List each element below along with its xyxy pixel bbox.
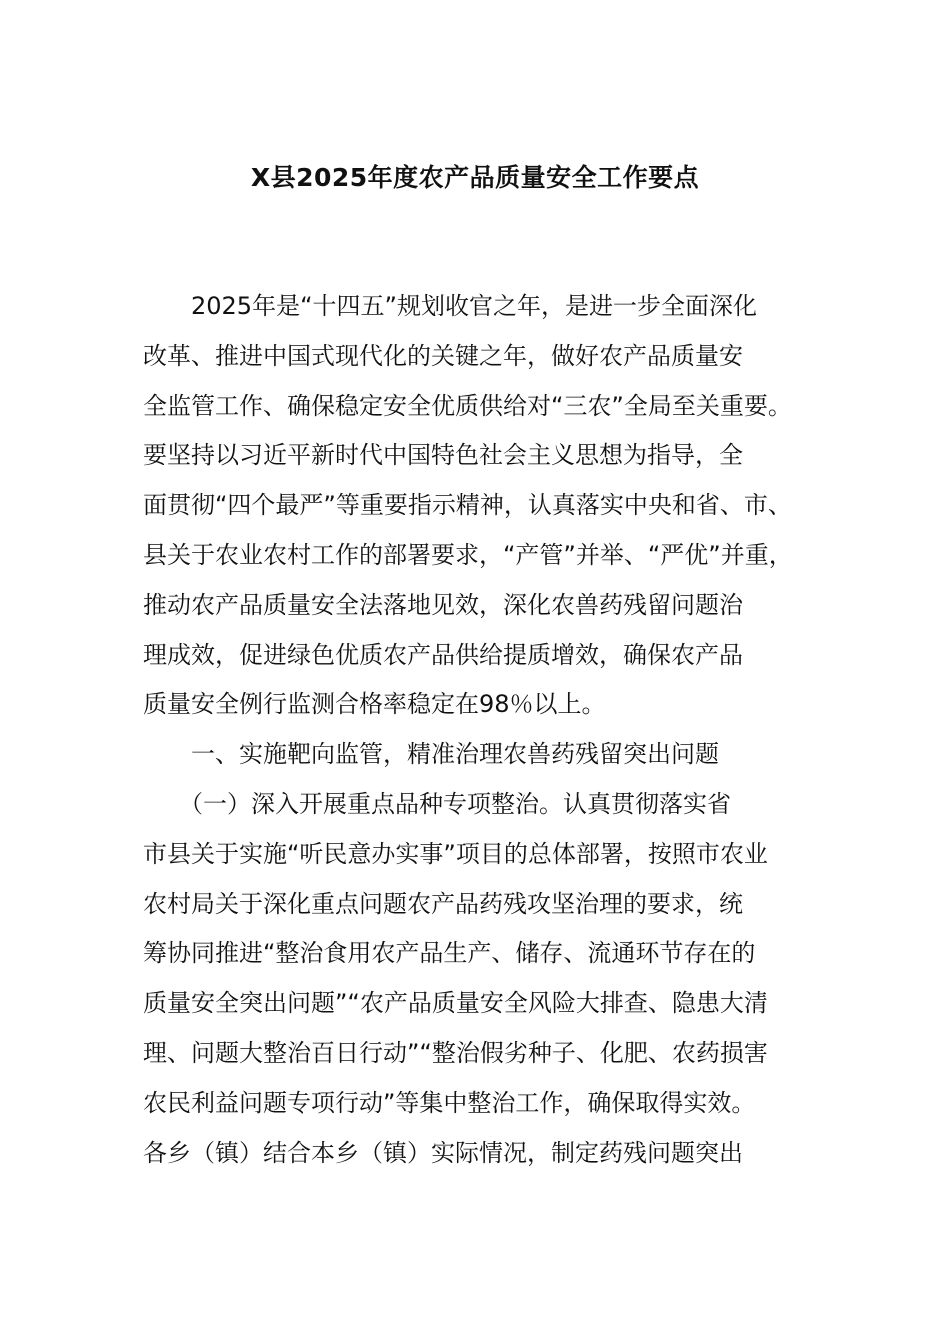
- body-line: 2025年是“十四五”规划收官之年，是进一步全面深化: [143, 292, 757, 320]
- body-line: 农村局关于深化重点问题农产品药残攻坚治理的要求，统: [143, 889, 743, 918]
- document-title: X县2025年度农产品质量安全工作要点: [250, 163, 700, 192]
- document-body: [143, 282, 823, 1178]
- body-line: 质量安全突出问题”“农产品质量安全风险大排查、隐患大清: [143, 989, 768, 1018]
- body-line: 理成效，促进绿色优质农产品供给提质增效，确保农产品: [143, 640, 743, 669]
- body-line: 各乡（镇）结合本乡（镇）实际情况，制定药残问题突出: [143, 1138, 743, 1167]
- body-line: 全监管工作、确保稳定安全优质供给对“三农”全局至关重要。: [143, 391, 792, 420]
- body-line: 面贯彻“四个最严”等重要指示精神，认真落实中央和省、市、: [143, 491, 792, 520]
- body-line: 改革、推进中国式现代化的关键之年，做好农产品质量安: [143, 341, 743, 370]
- body-line: 市县关于实施“听民意办实事”项目的总体部署，按照市农业: [143, 839, 768, 868]
- body-line: 要坚持以习近平新时代中国特色社会主义思想为指导，全: [143, 441, 743, 470]
- section-heading: 一、实施靶向监管，精准治理农兽药残留突出问题: [143, 740, 719, 769]
- body-line: 质量安全例行监测合格率稳定在98％以上。: [143, 690, 606, 719]
- body-line: 推动农产品质量安全法落地见效，深化农兽药残留问题治: [143, 590, 743, 619]
- body-line: （一）深入开展重点品种专项整治。认真贯彻落实省: [143, 789, 731, 818]
- body-line: 理、问题大整治百日行动”“整治假劣种子、化肥、农药损害: [143, 1038, 768, 1067]
- body-line: 农民利益问题专项行动”等集中整治工作，确保取得实效。: [143, 1088, 756, 1117]
- body-line: 筹协同推进“整治食用农产品生产、储存、流通环节存在的: [143, 939, 756, 968]
- body-line: 县关于农业农村工作的部署要求，“产管”并举、“严优”并重，: [143, 540, 793, 569]
